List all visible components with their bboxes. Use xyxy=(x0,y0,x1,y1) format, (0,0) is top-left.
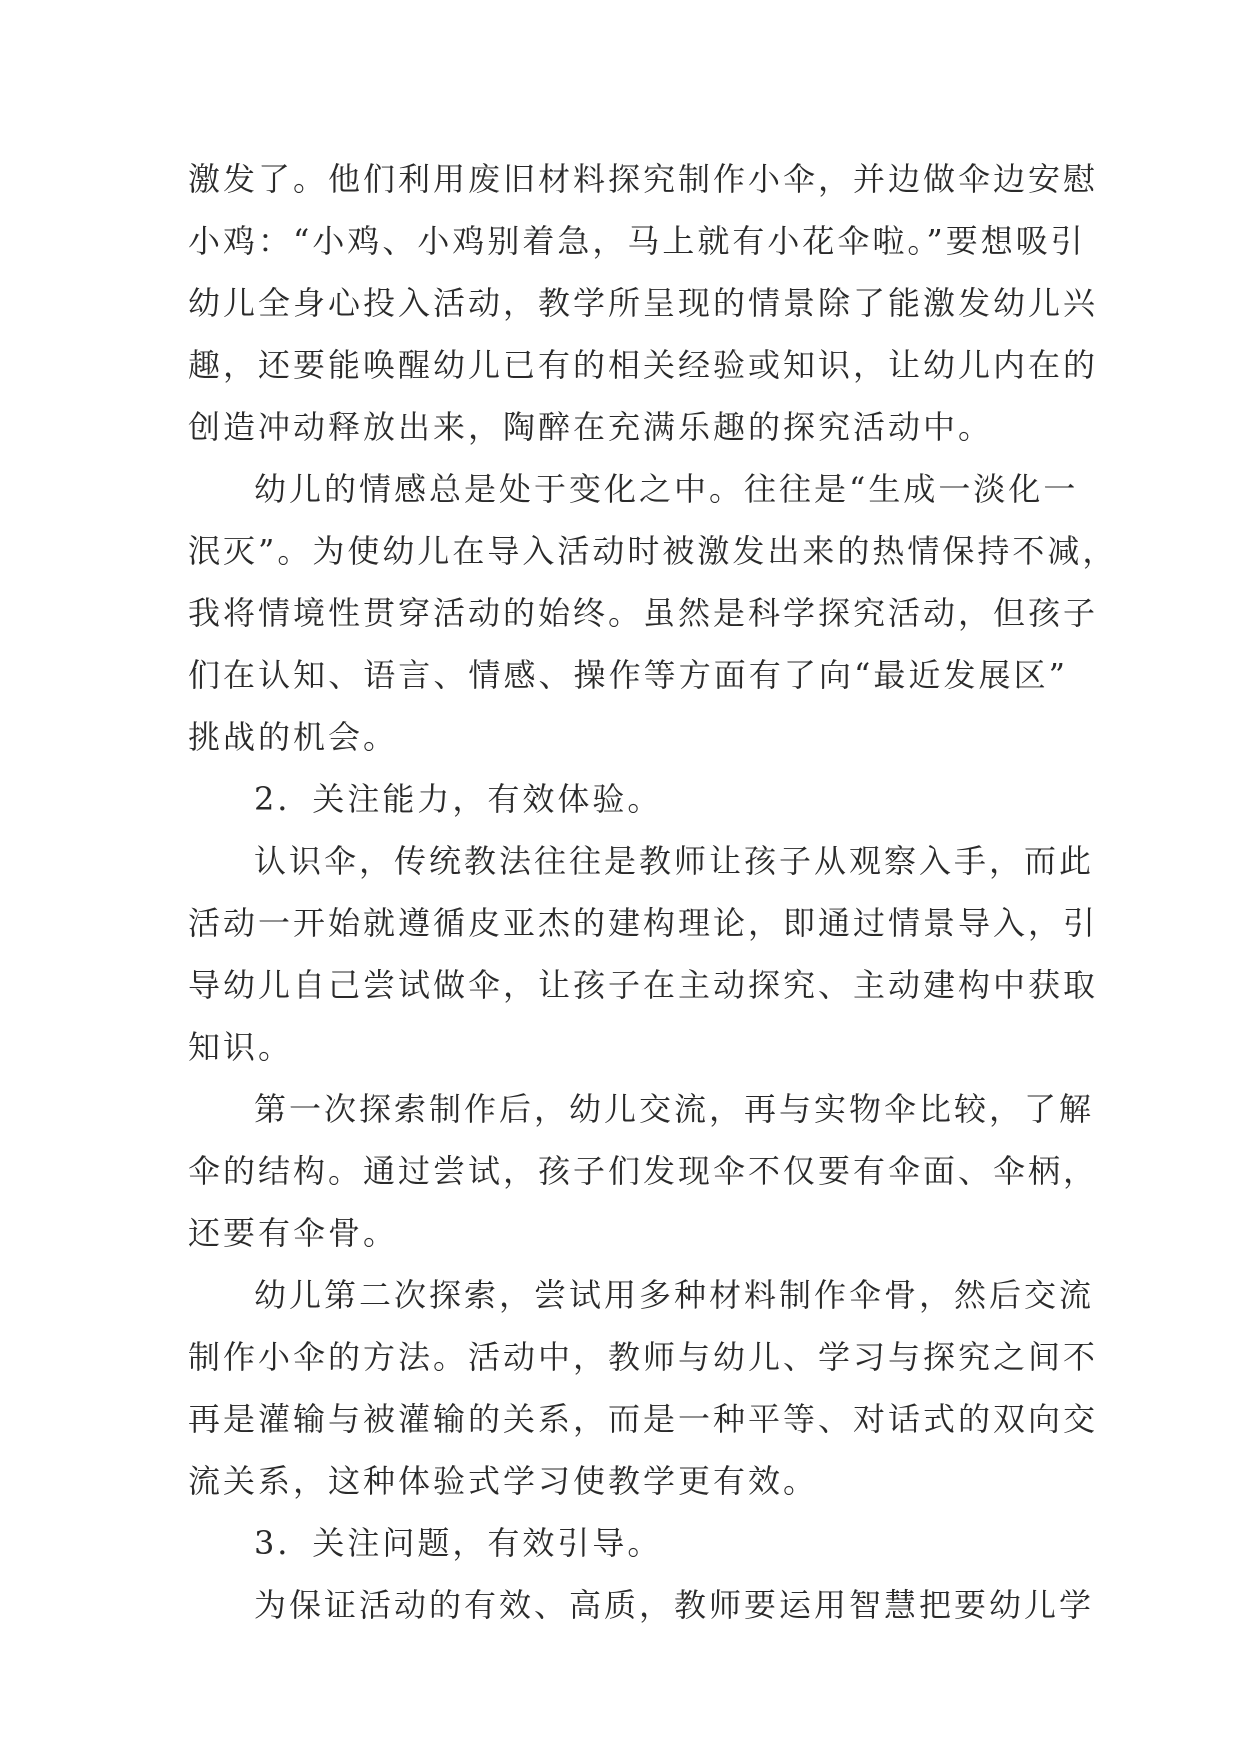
text-line: 伞的结构。通过尝试，孩子们发现伞不仅要有伞面、伞柄， xyxy=(188,1152,1099,1190)
text-line: 导幼儿自己尝试做伞，让孩子在主动探究、主动建构中获取 xyxy=(188,966,1099,1004)
text-line: 们在认知、语言、情感、操作等方面有了向“最近发展区” xyxy=(188,656,1068,694)
text-line: 幼儿全身心投入活动，教学所呈现的情景除了能激发幼儿兴 xyxy=(188,284,1099,322)
text-line: 创造冲动释放出来，陶醉在充满乐趣的探究活动中。 xyxy=(188,408,994,446)
paragraph-start-line: 为保证活动的有效、高质，教师要运用智慧把要幼儿学 xyxy=(254,1586,1095,1624)
text-line: 流关系，这种体验式学习使教学更有效。 xyxy=(188,1462,819,1500)
text-line: 趣，还要能唤醒幼儿已有的相关经验或知识，让幼儿内在的 xyxy=(188,346,1099,384)
text-line: 制作小伞的方法。活动中，教师与幼儿、学习与探究之间不 xyxy=(188,1338,1099,1376)
section-heading: 2．关注能力，有效体验。 xyxy=(254,780,663,818)
text-line: 挑战的机会。 xyxy=(188,718,399,756)
text-line: 小鸡：“小鸡、小鸡别着急，马上就有小花伞啦。”要想吸引 xyxy=(188,222,1086,260)
text-line: 再是灌输与被灌输的关系，而是一种平等、对话式的双向交 xyxy=(188,1400,1099,1438)
paragraph-start-line: 认识伞，传统教法往往是教师让孩子从观察入手，而此 xyxy=(254,842,1095,880)
text-line: 还要有伞骨。 xyxy=(188,1214,399,1252)
section-heading: 3．关注问题，有效引导。 xyxy=(254,1524,663,1562)
text-line: 泯灭”。为使幼儿在导入活动时被激发出来的热情保持不减， xyxy=(188,532,1118,570)
text-line: 知识。 xyxy=(188,1028,294,1066)
text-line: 活动一开始就遵循皮亚杰的建构理论，即通过情景导入，引 xyxy=(188,904,1099,942)
text-line: 激发了。他们利用废旧材料探究制作小伞，并边做伞边安慰 xyxy=(188,160,1099,198)
paragraph-start-line: 幼儿的情感总是处于变化之中。往往是“生成一淡化一 xyxy=(254,470,1079,508)
text-line: 我将情境性贯穿活动的始终。虽然是科学探究活动，但孩子 xyxy=(188,594,1099,632)
paragraph-start-line: 第一次探索制作后，幼儿交流，再与实物伞比较，了解 xyxy=(254,1090,1095,1128)
body-text xyxy=(188,148,1118,1636)
paragraph-start-line: 幼儿第二次探索，尝试用多种材料制作伞骨，然后交流 xyxy=(254,1276,1095,1314)
